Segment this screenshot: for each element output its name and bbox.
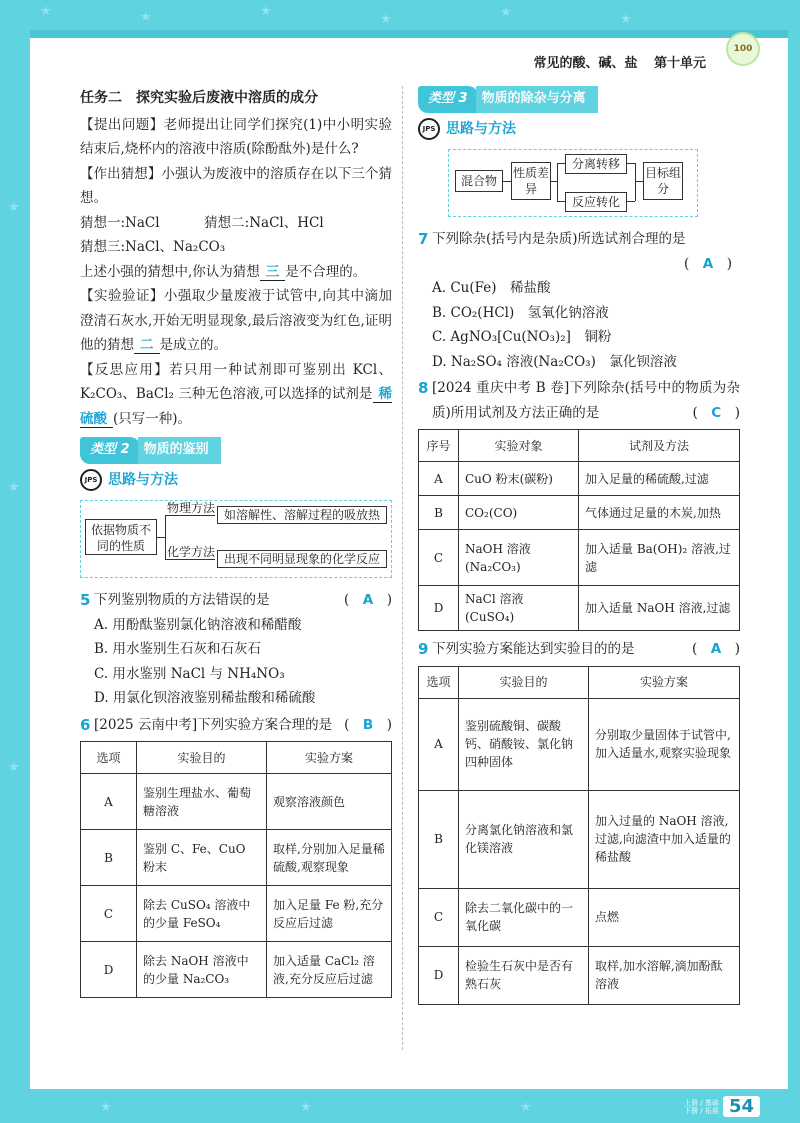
table-header: 实验对象 <box>459 430 579 462</box>
header-section: 常见的酸、碱、盐 <box>533 56 638 71</box>
table-cell: 除去 NaOH 溶液中的少量 Na₂CO₃ <box>137 942 267 998</box>
type2-name: 物质的鉴别 <box>138 437 221 464</box>
table-cell: NaOH 溶液(Na₂CO₃) <box>459 530 579 586</box>
table-header-row <box>419 666 740 698</box>
question-paragraph: 【提出问题】老师提出让同学们探究(1)中小明实验结束后,烧杯内的溶液中溶质(除酚酞外)是什么? <box>80 116 392 157</box>
footer-series-line: 上册 / 基础 <box>684 1098 719 1107</box>
q6-table <box>80 741 392 998</box>
table-cell: D <box>419 586 459 631</box>
flow-connector <box>635 163 636 201</box>
separation-flowchart <box>448 149 698 217</box>
question-9 <box>418 637 740 662</box>
bottom-border <box>0 1089 800 1123</box>
column-divider <box>402 86 403 1050</box>
table-row <box>419 496 740 530</box>
table-cell: B <box>419 496 459 530</box>
table-cell: D <box>419 946 459 1004</box>
table-cell: 加入适量 NaOH 溶液,过滤 <box>579 586 740 631</box>
q9-stem: 下列实验方案能达到实验目的的是 ( A ) <box>432 641 740 657</box>
table-cell: B <box>419 790 459 888</box>
method-label: 思路与方法 <box>108 471 178 488</box>
type2-tag: 类型 2 <box>80 437 140 464</box>
verify-text: 【实验验证】小强取少量废液于试管中,向其中滴加澄清石灰水,开始无明显现象,最后溶液变为红色,证明他的猜想 <box>80 288 392 353</box>
task-title: 任务二 探究实验后废液中溶质的成分 <box>80 90 318 106</box>
flow-connector <box>165 515 166 559</box>
table-cell: 点燃 <box>589 888 740 946</box>
guess-one: 猜想一:NaCl <box>80 214 160 231</box>
table-header-row <box>419 430 740 462</box>
flow-mixture-box: 混合物 <box>455 170 503 192</box>
method-label: 思路与方法 <box>446 120 516 137</box>
table-cell: 除去二氧化碳中的一氧化碳 <box>459 888 589 946</box>
star-decoration-icon: ★ <box>140 10 152 25</box>
flow-separate-box: 分离转移 <box>565 154 627 174</box>
left-border <box>0 0 30 1123</box>
table-cell: 鉴别生理盐水、葡萄糖溶液 <box>137 774 267 830</box>
verify-text-end: 是成立的。 <box>159 337 227 353</box>
flow-connector <box>503 181 511 182</box>
footer-series-line: 下册 / 拓展 <box>684 1106 719 1115</box>
flow-chemical-desc: 出现不同明显现象的化学反应 <box>217 550 387 568</box>
table-header: 实验方案 <box>267 742 392 774</box>
table-row <box>81 774 392 830</box>
q8-answer: C <box>711 404 722 421</box>
flow-connector <box>157 537 165 538</box>
reflect-answer: 稀硫酸 <box>80 386 392 427</box>
table-cell: 观察溶液颜色 <box>267 774 392 830</box>
q7-option-b: B. CO₂(HCl) 氢氧化钠溶液 <box>432 304 609 321</box>
top-border <box>0 0 800 38</box>
star-decoration-icon: ★ <box>100 1100 112 1115</box>
brand-logo-icon: 100 <box>726 32 760 66</box>
type3-banner <box>418 86 740 113</box>
q8-stem-text: [2024 重庆中考 B 卷]下列除杂(括号中的物质为杂质)所用试剂及方法正确的是 <box>432 380 740 421</box>
flow-branch-chemical: 化学方法 <box>167 545 216 559</box>
q8-table <box>418 429 740 631</box>
q7-answer: A <box>702 255 714 272</box>
q7-option-a: A. Cu(Fe) 稀盐酸 <box>432 280 551 296</box>
page-number: 54 <box>723 1096 760 1117</box>
type3-tag: 类型 3 <box>418 86 478 113</box>
verify-answer: 二 <box>134 337 160 354</box>
hypothesis-paragraph: 【作出猜想】小强认为废液中的溶质存在以下三个猜想。 <box>80 165 392 206</box>
flow-branch-physical: 物理方法 <box>167 501 216 515</box>
judge-text: 上述小强的猜想中,你认为猜想 <box>80 263 260 280</box>
page-header <box>30 38 788 80</box>
flow-physical-desc: 如溶解性、溶解过程的吸放热 <box>217 506 387 524</box>
flow-connector <box>635 181 643 182</box>
table-header: 选项 <box>419 666 459 698</box>
table-row <box>419 530 740 586</box>
q9-number: 9 <box>418 640 429 658</box>
q5-option-c: C. 用水鉴别 NaCl 与 NH₄NO₃ <box>94 665 285 682</box>
identification-flowchart <box>80 500 392 578</box>
verify-paragraph <box>80 284 392 358</box>
guess-two: 猜想二:NaCl、HCl <box>204 214 324 231</box>
star-decoration-icon: ★ <box>260 4 272 19</box>
table-row <box>419 888 740 946</box>
star-decoration-icon: ★ <box>40 4 52 19</box>
judge-paragraph <box>80 260 392 285</box>
table-row <box>419 462 740 496</box>
flow-connector <box>627 201 635 202</box>
q6-answer: B <box>362 716 374 733</box>
reflect-text-end: (只写一种)。 <box>113 410 192 427</box>
table-cell: 加入适量 Ba(OH)₂ 溶液,过滤 <box>579 530 740 586</box>
header-unit: 第十单元 <box>653 56 706 71</box>
table-cell: CO₂(CO) <box>459 496 579 530</box>
table-row <box>419 946 740 1004</box>
table-cell: 加入足量的稀硫酸,过滤 <box>579 462 740 496</box>
star-decoration-icon: ★ <box>520 1100 532 1115</box>
q5-stem-text: 下列鉴别物质的方法错误的是 <box>94 592 270 608</box>
table-row <box>419 586 740 631</box>
table-cell: 加入足量 Fe 粉,充分反应后过滤 <box>267 886 392 942</box>
q6-number: 6 <box>80 715 91 734</box>
table-header: 实验目的 <box>137 742 267 774</box>
table-cell: CuO 粉末(碳粉) <box>459 462 579 496</box>
table-header: 实验方案 <box>589 666 740 698</box>
table-cell: 取样,加水溶解,滴加酚酞溶液 <box>589 946 740 1004</box>
flow-connector <box>557 201 565 202</box>
judge-text-end: 是不合理的。 <box>285 263 367 280</box>
q6-stem: [2025 云南中考]下列实验方案合理的是 ( B ) <box>94 716 392 733</box>
q8-number: 8 <box>418 379 429 397</box>
q5-number: 5 <box>80 591 91 609</box>
table-header: 选项 <box>81 742 137 774</box>
table-row <box>81 942 392 998</box>
question-5 <box>80 588 392 613</box>
flow-connector <box>627 163 635 164</box>
table-cell: 分离氯化钠溶液和氯化镁溶液 <box>459 790 589 888</box>
q7-option-d: D. Na₂SO₄ 溶液(Na₂CO₃) 氯化钡溶液 <box>432 353 677 370</box>
method-badge-icon: JPS <box>418 118 440 140</box>
table-cell: 鉴别硫酸铜、碳酸钙、硝酸铵、氯化钠四种固体 <box>459 698 589 790</box>
footer-series <box>684 1099 719 1115</box>
flow-convert-box: 反应转化 <box>565 192 627 212</box>
table-cell: 加入过量的 NaOH 溶液,过滤,向滤渣中加入适量的稀盐酸 <box>589 790 740 888</box>
flow-target-box: 目标组分 <box>643 162 683 200</box>
reflect-paragraph <box>80 358 392 432</box>
question-8 <box>418 376 740 425</box>
table-cell: 气体通过足量的木炭,加热 <box>579 496 740 530</box>
table-cell: A <box>81 774 137 830</box>
q9-table <box>418 666 740 1005</box>
star-decoration-icon: ★ <box>8 480 20 495</box>
type2-banner <box>80 437 392 464</box>
q5-option-b: B. 用水鉴别生石灰和石灰石 <box>94 641 262 657</box>
q7-number: 7 <box>418 230 429 248</box>
table-cell: 加入适量 CaCl₂ 溶液,充分反应后过滤 <box>267 942 392 998</box>
table-cell: 鉴别 C、Fe、CuO 粉末 <box>137 830 267 886</box>
table-cell: A <box>419 462 459 496</box>
star-decoration-icon: ★ <box>380 12 392 27</box>
star-decoration-icon: ★ <box>8 760 20 775</box>
table-row <box>419 698 740 790</box>
star-decoration-icon: ★ <box>300 1100 312 1115</box>
table-row <box>81 886 392 942</box>
flow-property-box: 性质差异 <box>511 162 551 200</box>
left-column <box>80 86 392 998</box>
table-cell: C <box>419 530 459 586</box>
star-decoration-icon: ★ <box>500 5 512 20</box>
q8-stem: [2024 重庆中考 B 卷]下列除杂(括号中的物质为杂质)所用试剂及方法正确的是 ( C ) <box>432 380 740 421</box>
table-cell: 分别取少量固体于试管中,加入适量水,观察实验现象 <box>589 698 740 790</box>
q5-stem: 下列鉴别物质的方法错误的是 ( A ) <box>94 592 392 608</box>
table-cell: B <box>81 830 137 886</box>
flow-source-box: 依据物质不同的性质 <box>85 519 157 555</box>
flow-connector <box>165 559 215 560</box>
flow-connector <box>557 163 565 164</box>
q7-option-c: C. AgNO₃[Cu(NO₃)₂] 铜粉 <box>432 329 612 345</box>
flow-connector <box>557 163 558 201</box>
method-badge-icon: JPS <box>80 469 102 491</box>
type3-name: 物质的除杂与分离 <box>476 86 598 113</box>
type2-method-header <box>80 468 392 493</box>
table-cell: 取样,分别加入足量稀硫酸,观察现象 <box>267 830 392 886</box>
guess-row <box>80 211 392 236</box>
q5-answer: A <box>362 592 374 608</box>
question-6 <box>80 713 392 738</box>
table-cell: C <box>419 888 459 946</box>
table-cell: A <box>419 698 459 790</box>
table-cell: NaCl 溶液(CuSO₄) <box>459 586 579 631</box>
table-header-row <box>81 742 392 774</box>
table-row <box>81 830 392 886</box>
q7-answer-row: ( A ) <box>683 255 732 272</box>
header-text <box>521 52 706 71</box>
guess-three: 猜想三:NaCl、Na₂CO₃ <box>80 239 226 255</box>
star-decoration-icon: ★ <box>620 12 632 27</box>
q5-option-d: D. 用氯化钡溶液鉴别稀盐酸和稀硫酸 <box>94 690 316 706</box>
flow-connector <box>165 515 215 516</box>
table-cell: C <box>81 886 137 942</box>
table-cell: 除去 CuSO₄ 溶液中的少量 FeSO₄ <box>137 886 267 942</box>
table-header: 实验目的 <box>459 666 589 698</box>
table-header: 序号 <box>419 430 459 462</box>
q9-stem-text: 下列实验方案能达到实验目的的是 <box>432 641 635 657</box>
reflect-text: 【反思应用】若只用一种试剂即可鉴别出 KCl、K₂CO₃、BaCl₂ 三种无色溶液,可以选择的试剂是 <box>80 361 392 402</box>
right-border <box>788 0 800 1123</box>
star-decoration-icon: ★ <box>8 200 20 215</box>
table-row <box>419 790 740 888</box>
page-number-badge <box>684 1096 760 1117</box>
q7-stem: 下列除杂(括号内是杂质)所选试剂合理的是 <box>432 231 686 247</box>
judge-answer: 三 <box>260 264 286 281</box>
question-7 <box>418 227 740 252</box>
table-cell: D <box>81 942 137 998</box>
q5-option-a: A. 用酚酞鉴别氯化钠溶液和稀醋酸 <box>94 616 302 633</box>
q6-stem-text: [2025 云南中考]下列实验方案合理的是 <box>94 716 333 733</box>
table-header: 试剂及方法 <box>579 430 740 462</box>
right-column <box>418 86 740 1005</box>
table-cell: 检验生石灰中是否有熟石灰 <box>459 946 589 1004</box>
q9-answer: A <box>710 641 722 657</box>
type3-method-header <box>418 117 740 142</box>
